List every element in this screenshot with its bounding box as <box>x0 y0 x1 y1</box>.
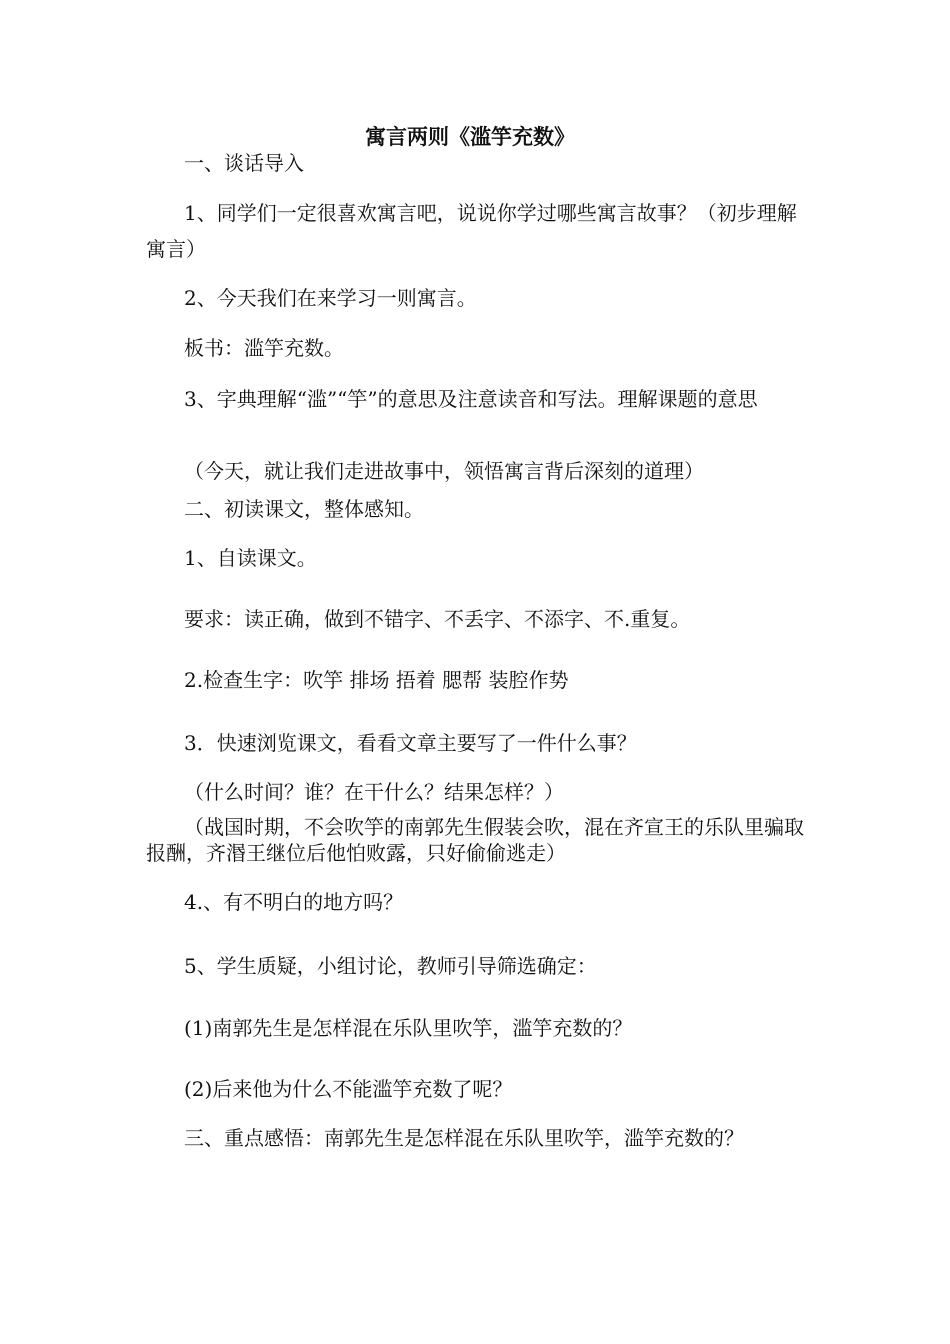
paragraph-blackboard: 板书：滥竽充数。 <box>184 336 344 360</box>
paragraph-summary: （战国时期，不会吹竽的南郭先生假装会吹，混在齐宣王的乐队里骗取报酬，齐湣王继位后他怕败露，只好偷偷逃走） <box>146 815 804 865</box>
section-heading-3: 三、重点感悟：南郭先生是怎样混在乐队里吹竽，滥竽充数的？ <box>184 1126 744 1150</box>
paragraph-browse: 3．快速浏览课文，看看文章主要写了一件什么事？ <box>184 731 637 755</box>
section-heading-1: 一、谈话导入 <box>184 151 304 175</box>
paragraph-read: 1、自读课文。 <box>184 546 317 570</box>
section-heading-2: 二、初读课文，整体感知。 <box>184 497 424 521</box>
document-title: 寓言两则《滥竽充数》 <box>365 124 575 149</box>
paragraph-3: 3、字典理解“滥”“竽”的意思及注意读音和写法。理解课题的意思 <box>184 387 758 411</box>
paragraph-note-1: （今天，就让我们走进故事中，领悟寓言背后深刻的道理） <box>184 459 704 483</box>
paragraph-questions: （什么时间？谁？在干什么？结果怎样？） <box>184 780 564 804</box>
question-1: (1)南郭先生是怎样混在乐队里吹竽，滥竽充数的？ <box>184 1016 633 1040</box>
paragraph-5: 5、学生质疑，小组讨论，教师引导筛选确定： <box>184 954 597 978</box>
paragraph-1: 1、同学们一定很喜欢寓言吧，说说你学过哪些寓言故事？（初步理解寓言） <box>146 201 797 261</box>
paragraph-requirement: 要求：读正确，做到不错字、不丢字、不添字、不.重复。 <box>184 607 691 631</box>
paragraph-new-words: 2.检查生字：吹竽 排场 捂着 腮帮 装腔作势 <box>184 668 569 692</box>
question-2: (2)后来他为什么不能滥竽充数了呢？ <box>184 1077 513 1101</box>
paragraph-4: 4.、有不明白的地方吗？ <box>184 890 404 914</box>
paragraph-2: 2、今天我们在来学习一则寓言。 <box>184 286 477 310</box>
